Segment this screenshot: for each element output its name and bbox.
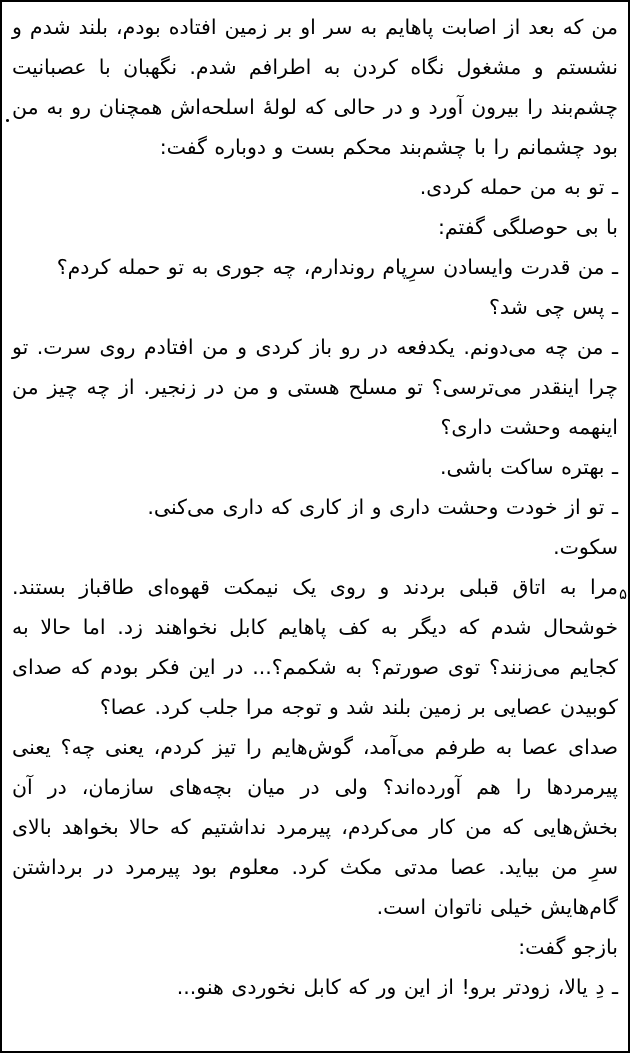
paragraph-narration: بازجو گفت: — [518, 935, 618, 959]
margin-mark: ۵ — [618, 585, 627, 603]
paragraph-narration: با بی حوصلگی گفتم: — [437, 215, 618, 239]
paragraph-dialogue: ـ دِ یالا، زودتر برو! از این ور که کابل نخوردی هنو... — [176, 975, 618, 999]
paragraph-dialogue: ـ من قدرت وایسادن سرِپام روندارم، چه جوری به تو حمله کردم؟ — [56, 255, 618, 279]
paragraph-dialogue: ـ تو به من حمله کردی. — [419, 175, 618, 199]
paragraph-narration: مرا به اتاق قبلی بردند و روی یک نیمکت قهوه‌ای طاقباز بستند. خوشحال شدم که دیگر به کف پاهایم کابل نخواهند زد. اما حالا به کجایم می‌زنند؟ توی صورتم؟ به شکمم؟... در این فکر بودم که صدای کوبیدن عصایی بر زمین بلند شد و توجه مرا جلب کرد. عصا؟ — [12, 575, 618, 719]
scan-speck — [6, 119, 9, 122]
paragraph-narration: سکوت. — [553, 535, 618, 559]
paragraph-narration: من که بعد از اصابت پاهایم به سر او بر زمین افتاده بودم، بلند شدم و نشستم و مشغول نگاه کردن به اطرافم شدم. نگهبان با عصبانیت چشم‌بند را بیرون آورد و در حالی که لولهٔ اسلحه‌اش همچنان رو به من بود چشمانم را با چشم‌بند محکم بست و دوباره گفت: — [12, 15, 618, 159]
paragraph-dialogue: ـ بهتره ساکت باشی. — [440, 455, 618, 479]
paragraph-dialogue: ـ تو از خودت وحشت داری و از کاری که داری می‌کنی. — [147, 495, 618, 519]
paragraph-narration: صدای عصا به طرفم می‌آمد، گوش‌هایم را تیز کردم، یعنی چه؟ یعنی پیرمردها را هم آورده‌اند؟ ولی در میان بچه‌های سازمان، در آن بخش‌هایی که من کار می‌کردم، پیرمرد نداشتیم که حالا بخواهد بالای سرِ من بیاید. عصا مدتی مکث کرد. معلوم بود پیرمرد در برداشتن گام‌هایش خیلی ناتوان است. — [12, 735, 618, 919]
paragraph-dialogue: ـ من چه می‌دونم. یکدفعه در رو باز کردی و من افتادم روی سرت. تو چرا اینقدر می‌ترسی؟ تو مسلح هستی و من در زنجیر. از چه چیز من اینهمه وحشت داری؟ — [12, 335, 618, 439]
body-text — [12, 7, 618, 1007]
paragraph-dialogue: ـ پس چی شد؟ — [489, 295, 618, 319]
